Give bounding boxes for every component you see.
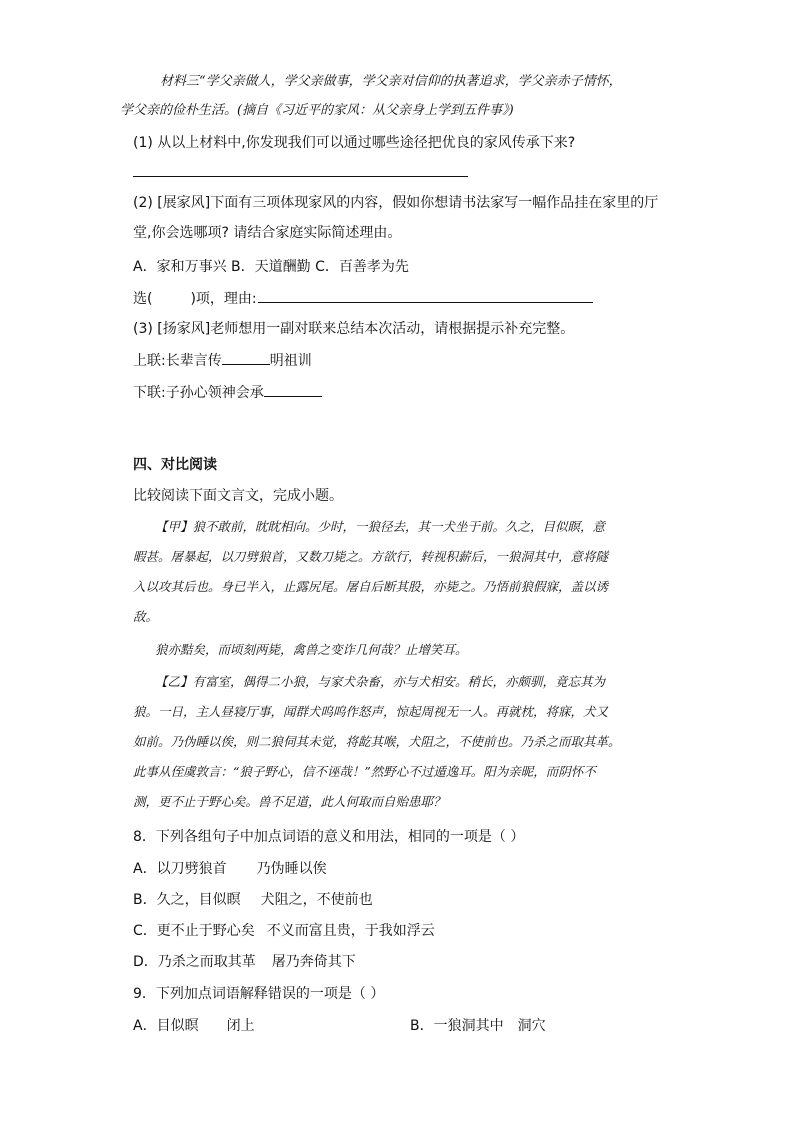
couplet-upper-prefix: 上联:长辈言传 xyxy=(133,353,222,369)
question-8-option-c[interactable] xyxy=(133,920,435,940)
option-a-word: A．目似瞑 xyxy=(133,1018,199,1034)
option-c-right: 不义而富且贵，于我如浮云 xyxy=(266,923,435,939)
passage-jia-line5: 狼亦黠矣，而顷刻两毙，禽兽之变诈几何哉？止增笑耳。 xyxy=(155,642,468,657)
question-1: (1) 从以上材料中,你发现我们可以通过哪些途径把优良的家风传承下来? xyxy=(133,135,576,151)
passage-jia-line1: 【甲】狼不敢前，眈眈相向。少时，一狼径去，其一犬坐于前。久之，目似瞑，意 xyxy=(155,519,606,534)
material3-line2: 学父亲的俭朴生活。(摘自《习近平的家风：从父亲身上学到五件事》) xyxy=(120,103,514,118)
passage-yi-line2: 狼。一日，主人昼寝厅事，闻群犬呜呜作怒声，惊起周视无一人。再就枕，将寐，犬又 xyxy=(133,704,609,719)
passage-yi-line4: 此事从侄虞敦言：“狼子野心，信不诬哉！”然野心不过遁逸耳。阳为亲昵，而阴怀不 xyxy=(133,764,596,779)
option-a-left: A．以刀劈狼首 xyxy=(133,861,227,877)
select-prefix: 选( xyxy=(133,291,153,307)
option-d-left: D．乃杀之而取其革 xyxy=(133,954,256,970)
question-8-stem: 8．下列各组句子中加点词语的意义和用法，相同的一项是（ ） xyxy=(133,829,525,845)
question-2-line1: (2) [展家风]下面有三项体现家风的内容，假如你想请书法家写一幅作品挂在家里的厅 xyxy=(133,195,659,211)
option-d-right: 屠乃奔倚其下 xyxy=(271,954,356,970)
question-8-option-d[interactable] xyxy=(133,951,356,971)
option-b-gloss: 洞穴 xyxy=(517,1018,546,1034)
question-2-line2: 堂,你会选哪项? 请结合家庭实际简述理由。 xyxy=(133,225,402,241)
couplet-upper-blank[interactable] xyxy=(222,350,270,365)
option-c-left: C．更不止于野心矣 xyxy=(133,923,255,939)
question-9-option-a[interactable] xyxy=(133,1015,255,1035)
couplet-upper xyxy=(133,350,312,370)
option-b-right: 犬阻之，不使前也 xyxy=(260,892,373,908)
section-intro: 比较阅读下面文言文，完成小题。 xyxy=(133,488,343,504)
option-a-right: 乃伪睡以俟 xyxy=(256,861,327,877)
passage-jia-line2: 暇甚。屠暴起，以刀劈狼首，又数刀毙之。方欲行，转视积薪后，一狼洞其中，意将隧 xyxy=(133,549,609,564)
question-9-option-b[interactable] xyxy=(410,1015,546,1035)
option-b-left: B．久之，目似瞑 xyxy=(133,892,241,908)
passage-yi-line1: 【乙】有富室，偶得二小狼，与家犬杂畜，亦与犬相安。稍长，亦颇驯，竟忘其为 xyxy=(155,674,606,689)
question-3: (3) [扬家风]老师想用一副对联来总结本次活动，请根据提示补充完整。 xyxy=(133,321,575,337)
couplet-lower-blank[interactable] xyxy=(264,382,322,397)
question-8-option-b[interactable] xyxy=(133,889,373,909)
question-2-select-row xyxy=(133,288,257,308)
question-2-options: A．家和万事兴 B．天道酬勤 C．百善孝为先 xyxy=(133,259,409,275)
answer-line-q1[interactable] xyxy=(133,176,468,177)
passage-yi-line3: 如前。乃伪睡以俟，则二狼伺其未觉，将龁其喉，犬阻之，不使前也。乃杀之而取其革。 xyxy=(133,734,621,749)
answer-line-q2[interactable] xyxy=(258,302,593,303)
question-8-option-a[interactable] xyxy=(133,858,327,878)
option-a-gloss: 闭上 xyxy=(226,1018,255,1034)
select-suffix: )项，理由: xyxy=(190,291,257,307)
couplet-upper-suffix: 明祖训 xyxy=(269,353,312,369)
passage-jia-line3: 入以攻其后也。身已半入，止露尻尾。屠自后断其股，亦毙之。乃悟前狼假寐，盖以诱 xyxy=(133,579,609,594)
option-b-word: B．一狼洞其中 xyxy=(410,1018,504,1034)
material3-line1: 材料三“学父亲做人，学父亲做事，学父亲对信仰的执著追求，学父亲赤子情怀， xyxy=(160,74,622,89)
passage-yi-line5: 测，更不止于野心矣。兽不足道，此人何取而自贻患耶？ xyxy=(133,794,446,809)
question-9-stem: 9．下列加点词语解释错误的一项是（ ） xyxy=(133,986,385,1002)
section-title: 四、对比阅读 xyxy=(133,457,217,473)
passage-jia-line4: 敌。 xyxy=(133,609,159,624)
couplet-lower-prefix: 下联:子孙心领神会承 xyxy=(133,385,264,401)
couplet-lower xyxy=(133,382,322,402)
